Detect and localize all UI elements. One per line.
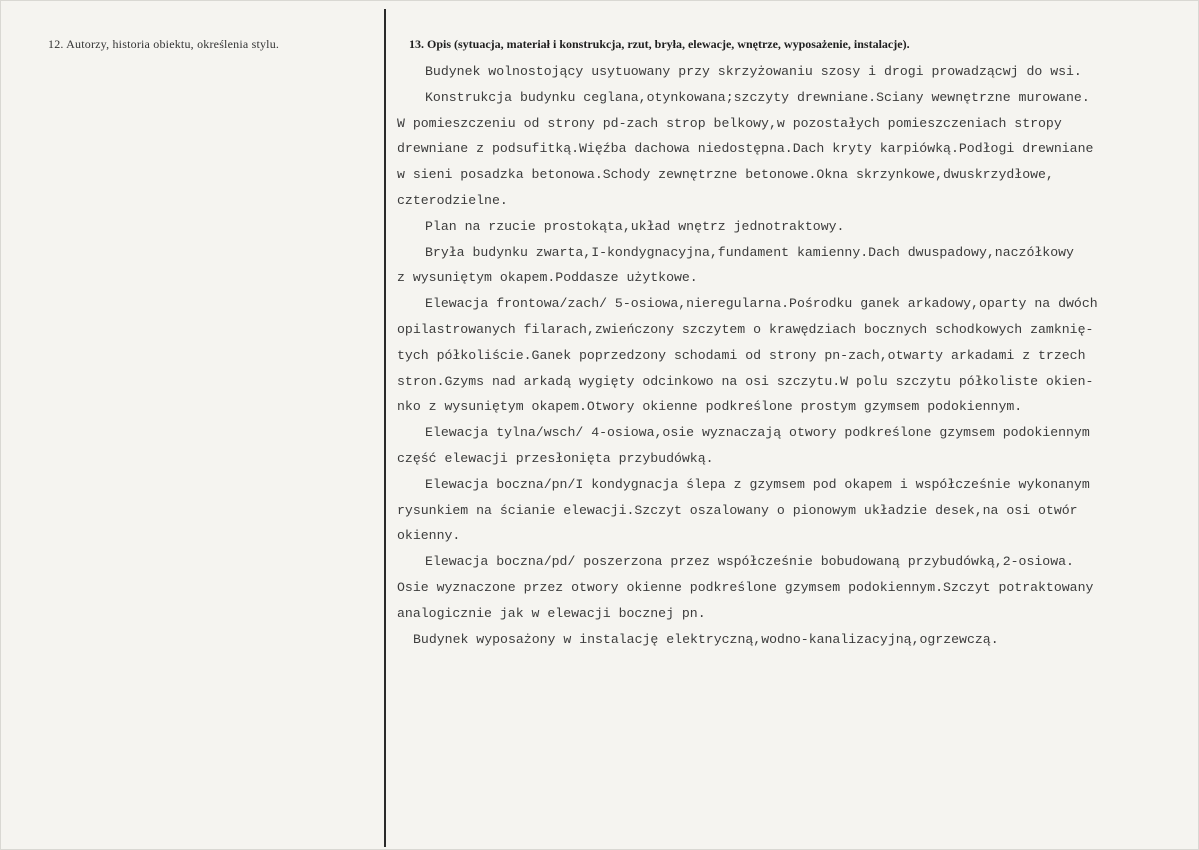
text-line: analogicznie jak w elewacji bocznej pn. bbox=[397, 605, 706, 621]
text-line: Budynek wolnostojący usytuowany przy skrzyżowaniu szosy i drogi prowadzącwj do wsi. bbox=[425, 64, 1082, 79]
text-line: Elewacja frontowa/zach/ 5-osiowa,nieregularna.Pośrodku ganek arkadowy,oparty na dwóch bbox=[425, 296, 1098, 312]
text-line: Osie wyznaczone przez otwory okienne podkreślone gzymsem podokiennym.Szczyt potraktowany bbox=[397, 579, 1094, 595]
column-divider bbox=[384, 9, 386, 847]
description-text bbox=[397, 59, 1195, 652]
text-line: rysunkiem na ścianie elewacji.Szczyt oszalowany o pionowym układzie desek,na osi otwór bbox=[397, 502, 1078, 518]
text-line: z wysuniętym okapem.Poddasze użytkowe. bbox=[397, 270, 698, 286]
text-line: drewniane z podsufitką.Więźba dachowa niedostępna.Dach kryty karpiówką.Podłogi drewniane bbox=[397, 141, 1094, 157]
text-line: część elewacji przesłonięta przybudówką. bbox=[397, 450, 714, 466]
text-line: Elewacja boczna/pd/ poszerzona przez współcześnie bobudowaną przybudówką,2-osiowa. bbox=[425, 554, 1074, 570]
text-line: W pomieszczeniu od strony pd-zach strop belkowy,w pozostałych pomieszczeniach stropy bbox=[397, 115, 1062, 131]
text-line: czterodzielne. bbox=[397, 192, 508, 208]
text-line: Bryła budynku zwarta,I-kondygnacyjna,fundament kamienny.Dach dwuspadowy,naczółkowy bbox=[425, 244, 1074, 260]
text-line: stron.Gzyms nad arkadą wygięty odcinkowo na osi szczytu.W polu szczytu półkoliste okien- bbox=[397, 373, 1094, 389]
section-13-heading: 13. Opis (sytuacja, materiał i konstrukcja, rzut, bryła, elewacje, wnętrze, wyposażenie, instalacje). bbox=[409, 37, 910, 51]
text-line: Elewacja boczna/pn/I kondygnacja ślepa z gzymsem pod okapem i współcześnie wykonanym bbox=[425, 476, 1090, 492]
text-line: Plan na rzucie prostokąta,układ wnętrz jednotraktowy. bbox=[425, 218, 845, 234]
text-line: Budynek wyposażony w instalację elektryczną,wodno-kanalizacyjną,ogrzewczą. bbox=[413, 631, 999, 647]
text-line: nko z wysuniętym okapem.Otwory okienne podkreślone prostym gzymsem podokiennym. bbox=[397, 399, 1023, 415]
text-line: Elewacja tylna/wsch/ 4-osiowa,osie wyznaczają otwory podkreślone gzymsem podokiennym bbox=[425, 425, 1090, 441]
text-line: opilastrowanych filarach,zwieńczony szczytem o krawędziach bocznych schodkowych zamknię- bbox=[397, 321, 1094, 337]
text-line: tych półkoliście.Ganek poprzedzony schodami od strony pn-zach,otwarty arkadami z trzech bbox=[397, 347, 1086, 363]
section-12-heading: 12. Autorzy, historia obiektu, określenia stylu. bbox=[48, 37, 280, 51]
text-line: Konstrukcja budynku ceglana,otynkowana;szczyty drewniane.Sciany wewnętrzne murowane. bbox=[425, 89, 1090, 105]
text-line: okienny. bbox=[397, 528, 461, 544]
text-line: w sieni posadzka betonowa.Schody zewnętrzne betonowe.Okna skrzynkowe,dwuskrzydłowe, bbox=[397, 167, 1054, 183]
